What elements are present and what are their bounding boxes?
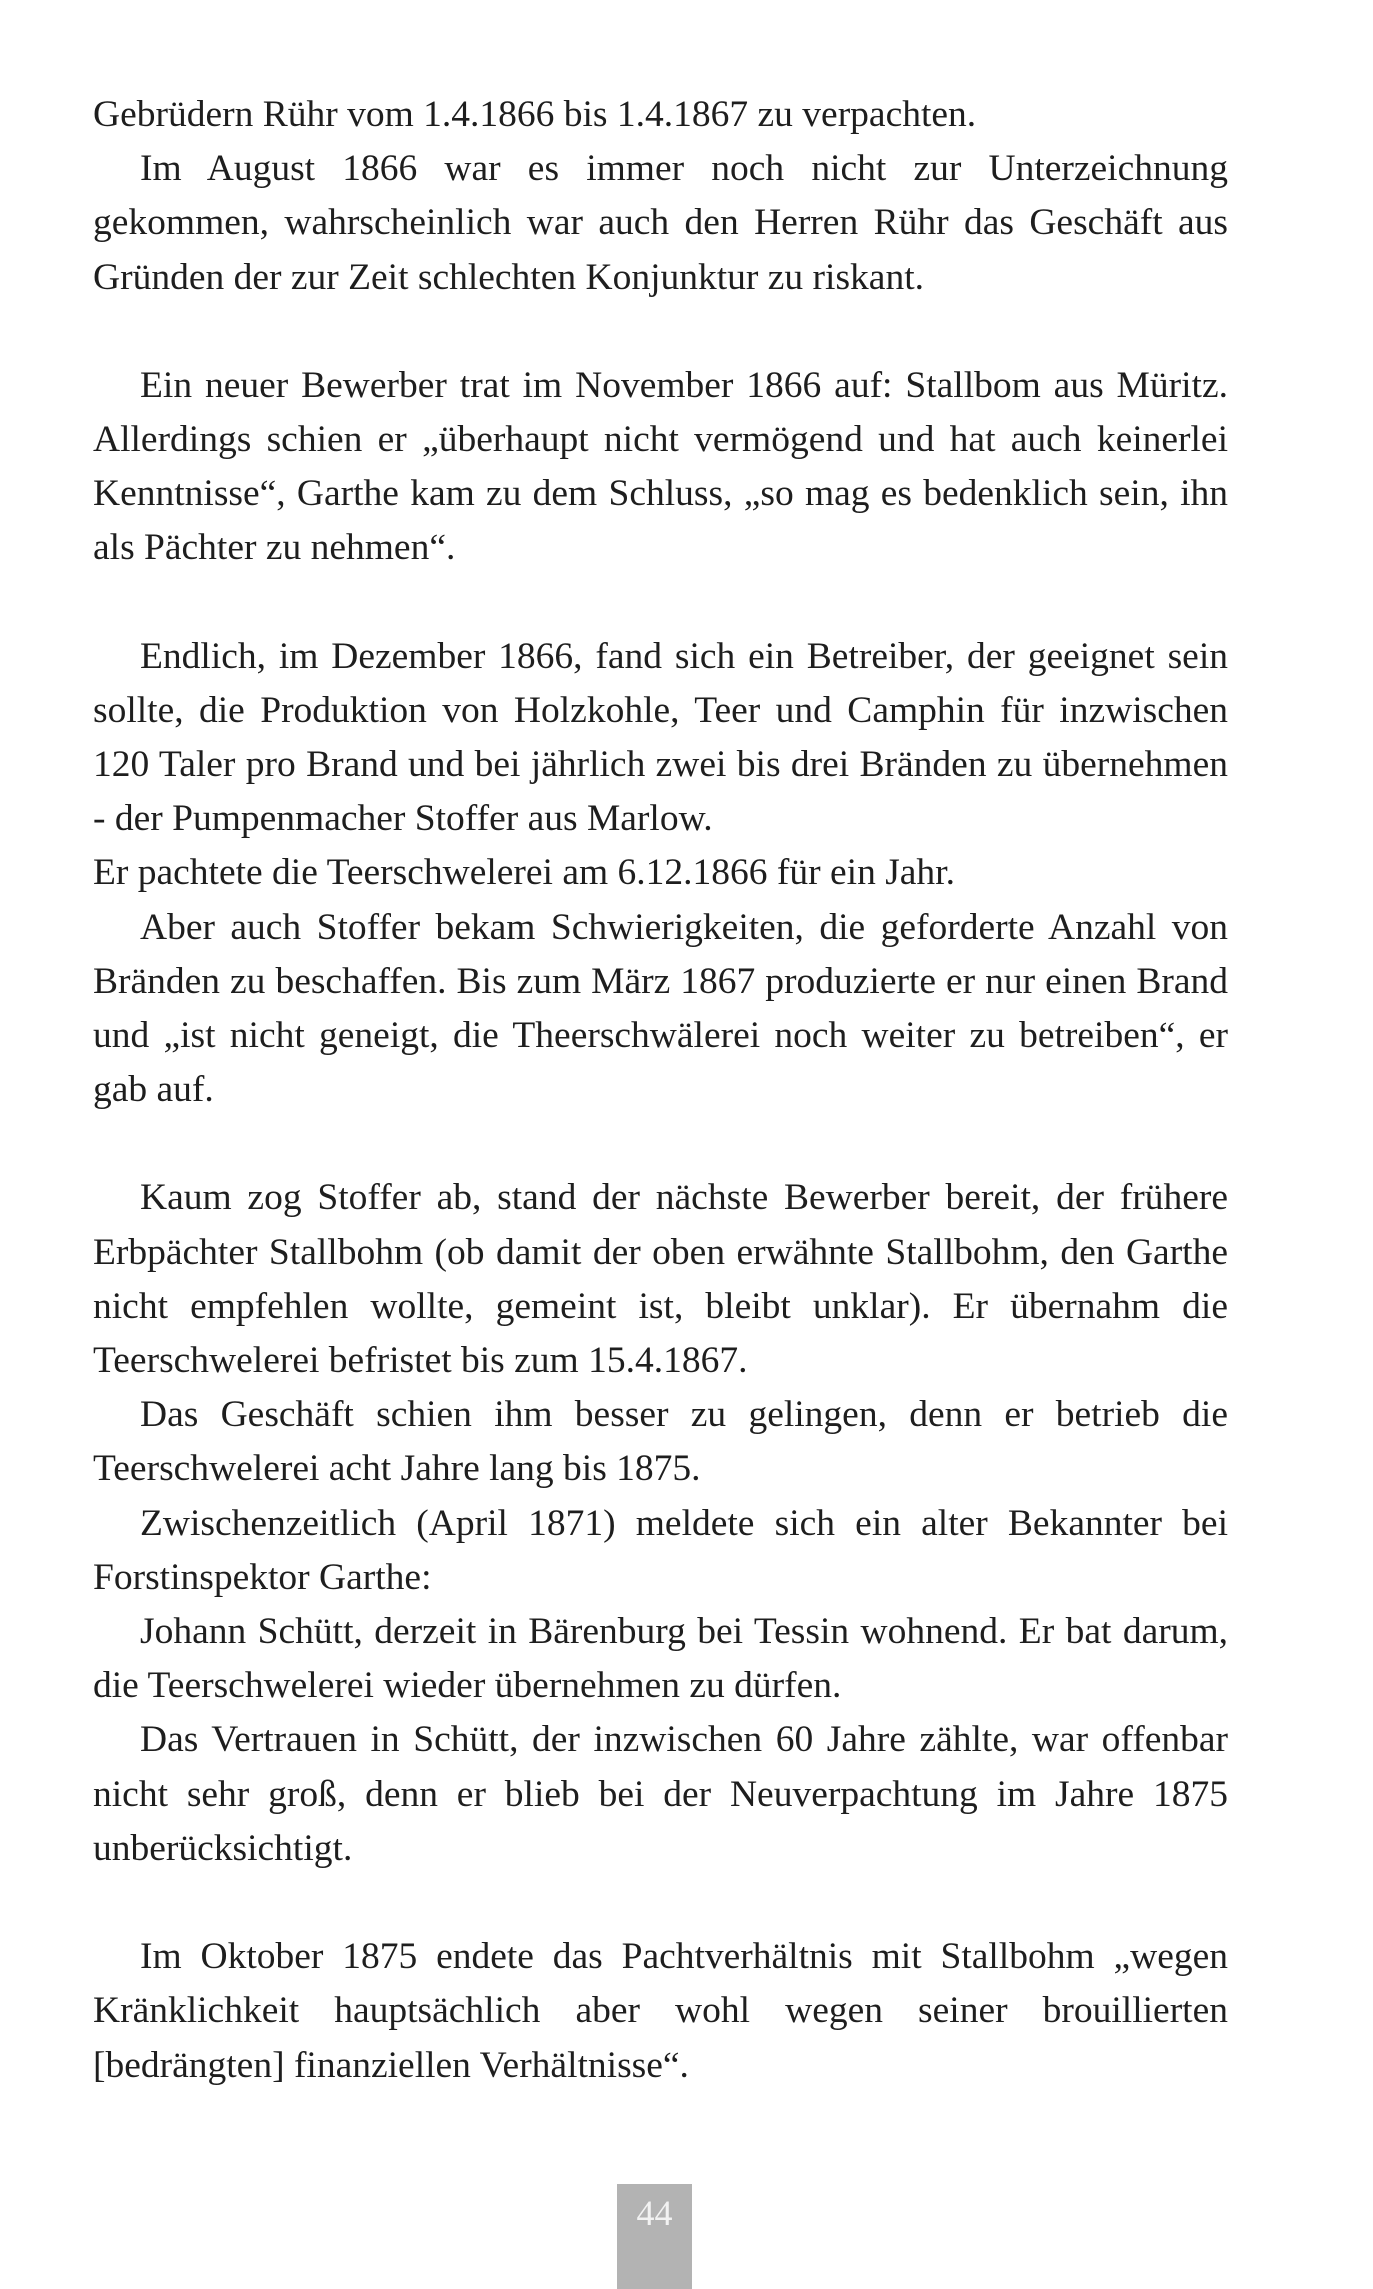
paragraph-12: Im Oktober 1875 endete das Pachtverhältnis mit Stallbohm „wegen Kränklichkeit hauptsächlich aber wohl wegen seiner brouillierten [bedrängten] finanziellen Verhältnisse“. xyxy=(93,1936,1228,2086)
paragraph-4: Endlich, im Dezember 1866, fand sich ein Betreiber, der geeignet sein sollte, die Produktion von Holzkohle, Teer und Camphin für inzwischen 120 Taler pro Brand und bei jährlich zwei bis drei Bränden zu übernehmen - der Pumpenmacher Stoffer aus Marlow. xyxy=(93,635,1228,840)
paragraph-10: Johann Schütt, derzeit in Bärenburg bei Tessin wohnend. Er bat darum, die Teerschwelerei wieder übernehmen zu dürfen. xyxy=(93,1611,1228,1707)
paragraph-1: Gebrüdern Rühr vom 1.4.1866 bis 1.4.1867 zu verpachten. xyxy=(93,94,977,135)
paragraph-2: Im August 1866 war es immer noch nicht zur Unterzeichnung gekommen, wahrscheinlich war auch den Herren Rühr das Geschäft aus Gründen der zur Zeit schlechten Konjunktur zu riskant. xyxy=(93,148,1228,298)
body-text xyxy=(93,88,1228,2093)
paragraph-5: Er pachtete die Teerschwelerei am 6.12.1866 für ein Jahr. xyxy=(93,852,955,894)
paragraph-7: Kaum zog Stoffer ab, stand der nächste Bewerber bereit, der frühere Erbpächter Stallbohm (ob damit der oben erwähnte Stallbohm, den Garthe nicht empfehlen wollte, gemeint ist, bleibt unklar). Er übernahm die Teerschwelerei befristet bis zum 15.4.1867. xyxy=(93,1177,1228,1382)
paragraph-6: Aber auch Stoffer bekam Schwierigkeiten, die geforderte Anzahl von Bränden zu beschaffen. Bis zum März 1867 produzierte er nur einen Brand und „ist nicht geneigt, die Theerschwälerei noch weiter zu betreiben“, er gab auf. xyxy=(93,906,1228,1111)
paragraph-3: Ein neuer Bewerber trat im November 1866 auf: Stallbom aus Müritz. Allerdings schien er „überhaupt nicht vermögend und hat auch keinerlei Kenntnisse“, Garthe kam zu dem Schluss, „so mag es bedenklich sein, ihn als Pächter zu nehmen“. xyxy=(93,364,1228,569)
page-number: 44 xyxy=(617,2184,692,2289)
paragraph-8: Das Geschäft schien ihm besser zu gelingen, denn er betrieb die Teerschwelerei acht Jahre lang bis 1875. xyxy=(93,1394,1228,1490)
paragraph-11: Das Vertrauen in Schütt, der inzwischen 60 Jahre zählte, war offenbar nicht sehr groß, denn er blieb bei der Neuverpachtung im Jahre 1875 unberücksichtigt. xyxy=(93,1719,1228,1869)
paragraph-9: Zwischenzeitlich (April 1871) meldete sich ein alter Bekannter bei Forstinspektor Garthe: xyxy=(93,1502,1228,1598)
